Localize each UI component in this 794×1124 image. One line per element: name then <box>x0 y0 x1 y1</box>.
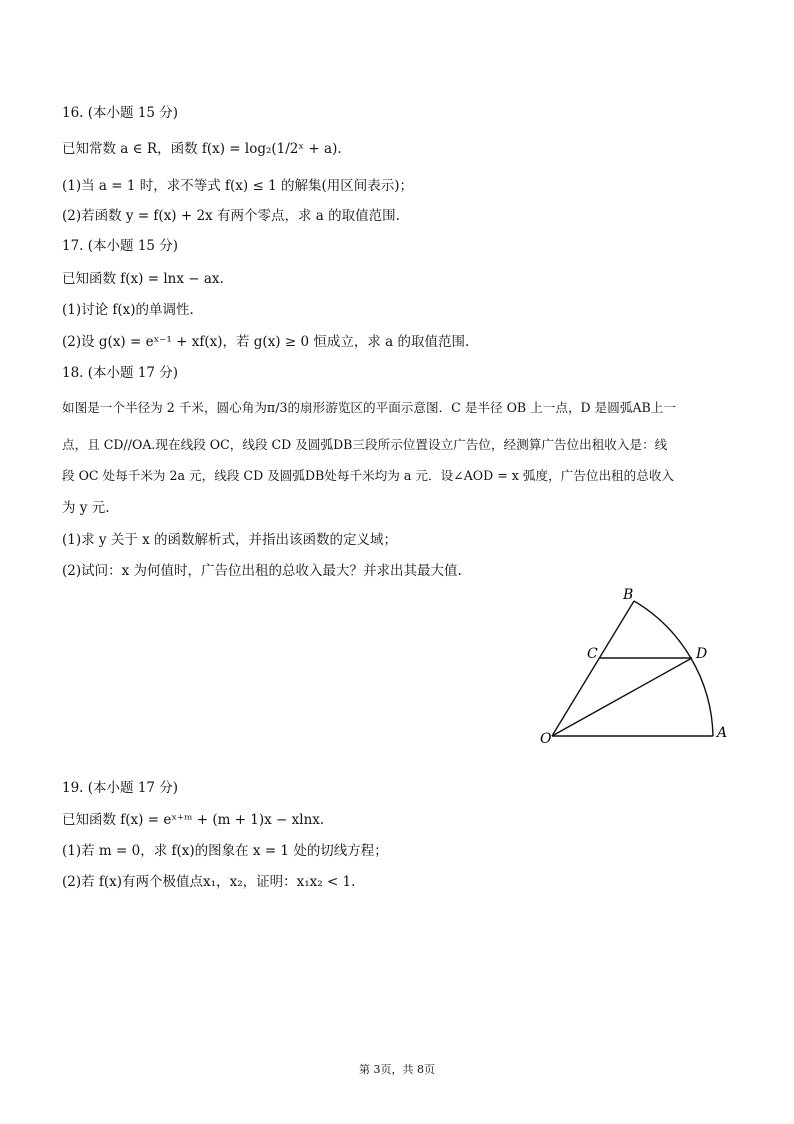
problem-17-stem: 已知函数 f(x) = lnx − ax. <box>62 271 224 287</box>
problem-17-header: 17. (本小题 15 分) <box>62 238 179 254</box>
problem-18-stem-line-2: 点，且 CD//OA.现在线段 OC，线段 CD 及圆弧DB三段所示位置设立广告位，经测算广告位出租收入是：线 <box>62 437 668 452</box>
problem-16-part-1: (1)当 a = 1 时，求不等式 f(x) ≤ 1 的解集(用区间表示)； <box>62 178 413 194</box>
problem-18-header: 18. (本小题 17 分) <box>62 365 179 381</box>
problem-19-header: 19. (本小题 17 分) <box>62 780 179 796</box>
segment-ob <box>552 601 634 736</box>
label-o: O <box>540 731 552 747</box>
problem-18-stem-line-3: 段 OC 处每千米为 2a 元，线段 CD 及圆弧DB处每千米均为 a 元．设∠AOD = x 弧度，广告位出租的总收入 <box>62 468 675 483</box>
problem-18-part-1: (1)求 y 关于 x 的函数解析式，并指出该函数的定义域； <box>62 532 398 548</box>
problem-18-stem-line-1: 如图是一个半径为 2 千米，圆心角为π/3的扇形游览区的平面示意图．C 是半径 OB 上一点，D 是圆弧AB上一 <box>62 400 676 415</box>
segment-od <box>552 658 692 736</box>
label-a: A <box>717 725 728 741</box>
problem-17-part-1: (1)讨论 f(x)的单调性. <box>62 302 194 318</box>
problem-16-header: 16. (本小题 15 分) <box>62 105 179 121</box>
label-b: B <box>623 587 634 603</box>
problem-19-part-1: (1)若 m = 0，求 f(x)的图象在 x = 1 处的切线方程； <box>62 843 388 859</box>
problem-19-part-2: (2)若 f(x)有两个极值点x₁，x₂，证明：x₁x₂ < 1. <box>62 874 356 890</box>
page-footer: 第 3页，共 8页 <box>359 1063 435 1076</box>
problem-16-part-2: (2)若函数 y = f(x) + 2x 有两个零点，求 a 的取值范围. <box>62 208 400 224</box>
problem-18-stem-line-4: 为 y 元. <box>62 500 110 516</box>
problem-17-part-2: (2)设 g(x) = eˣ⁻¹ + xf(x)，若 g(x) ≥ 0 恒成立，求 a 的取值范围. <box>62 334 470 350</box>
sector-diagram <box>530 582 740 752</box>
problem-19-stem: 已知函数 f(x) = eˣ⁺ᵐ + (m + 1)x − xlnx. <box>62 812 325 828</box>
label-d: D <box>696 646 708 662</box>
problem-18-part-2: (2)试问：x 为何值时，广告位出租的总收入最大？并求出其最大值. <box>62 563 462 579</box>
label-c: C <box>587 646 598 662</box>
problem-16-stem: 已知常数 a ∈ R，函数 f(x) = log₂(1/2ˣ + a). <box>62 141 342 157</box>
